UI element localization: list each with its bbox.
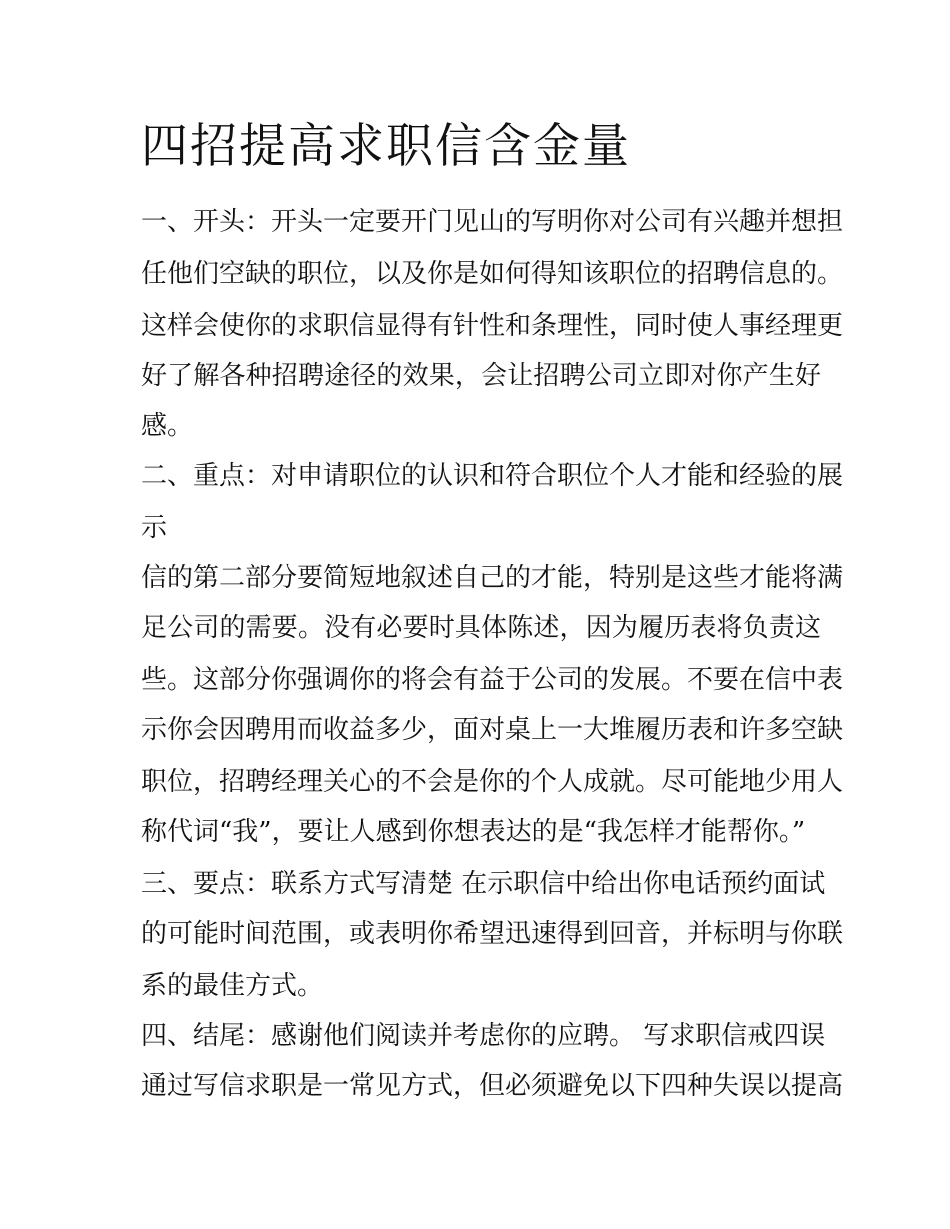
paragraph-line: 通过写信求职是一常见方式，但必须避免以下四种失误以提高 bbox=[141, 1071, 844, 1101]
document-title: 四招提高求职信含金量 bbox=[141, 119, 631, 174]
paragraph-line: 职位，招聘经理关心的不会是你的个人成就。尽可能地少用人 bbox=[141, 767, 844, 797]
paragraph-line: 称代词“我”，要让人感到你想表达的是“我怎样才能帮你。” bbox=[141, 817, 806, 847]
paragraph-line: 示你会因聘用而收益多少，面对桌上一大堆履历表和许多空缺 bbox=[141, 715, 844, 745]
paragraph-line: 好了解各种招聘途径的效果，会让招聘公司立即对你产生好 bbox=[141, 361, 821, 391]
paragraph-line: 示 bbox=[141, 513, 168, 543]
paragraph-line: 四、结尾：感谢他们阅读并考虑你的应聘。 写求职信戒四误 bbox=[141, 1021, 826, 1051]
paragraph-line: 三、要点：联系方式写清楚 在示职信中给出你电话预约面试 bbox=[141, 869, 826, 899]
paragraph-line: 的可能时间范围，或表明你希望迅速得到回音，并标明与你联 bbox=[141, 919, 844, 949]
paragraph-line: 信的第二部分要简短地叙述自己的才能，特别是这些才能将满 bbox=[141, 563, 844, 593]
paragraph-line: 些。这部分你强调你的将会有益于公司的发展。不要在信中表 bbox=[141, 665, 844, 695]
paragraph-line: 任他们空缺的职位，以及你是如何得知该职位的招聘信息的。 bbox=[141, 259, 844, 289]
paragraph-line: 二、重点：对申请职位的认识和符合职位个人才能和经验的展 bbox=[141, 461, 844, 491]
paragraph-line: 这样会使你的求职信显得有针性和条理性，同时使人事经理更 bbox=[141, 311, 844, 341]
paragraph-line: 感。 bbox=[141, 411, 194, 441]
paragraph-line: 一、开头：开头一定要开门见山的写明你对公司有兴趣并想担 bbox=[141, 207, 844, 237]
paragraph-line: 系的最佳方式。 bbox=[141, 971, 324, 1001]
paragraph-line: 足公司的需要。没有必要时具体陈述，因为履历表将负责这 bbox=[141, 613, 821, 643]
